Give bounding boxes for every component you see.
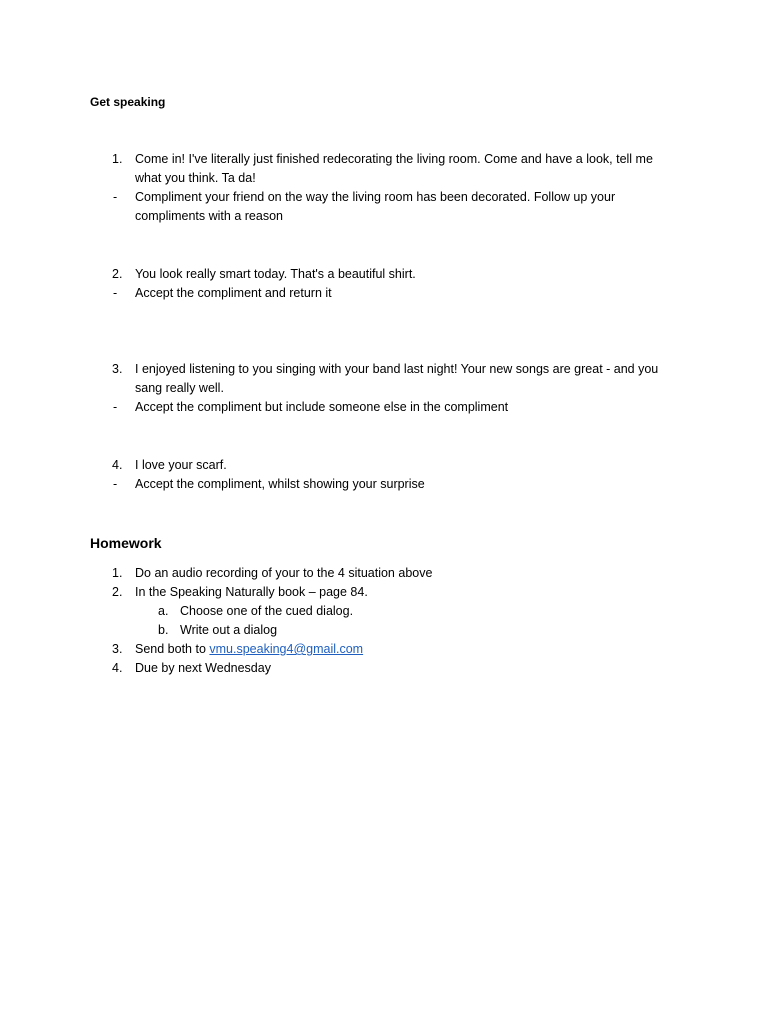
speaking-task: Accept the compliment and return it [135,286,332,300]
list-number: 1. [112,566,123,580]
homework-subitem [0,621,768,640]
list-number: 1. [112,152,123,166]
list-number: 4. [112,661,123,675]
homework-text: Do an audio recording of your to the 4 situation above [135,566,433,580]
task-dash: - [113,477,118,491]
list-letter: b. [158,623,169,637]
homework-text [135,640,675,659]
task-dash: - [113,400,118,414]
homework-item [0,640,768,659]
homework-subtext: Write out a dialog [180,623,278,637]
homework-item [0,659,768,678]
list-number: 3. [112,642,123,656]
homework-item [0,564,768,583]
homework-heading: Homework [90,535,162,551]
list-number: 2. [112,267,123,281]
speaking-task: Compliment your friend on the way the living room has been decorated. Follow up your compliments with a reason [135,190,616,223]
speaking-task: Accept the compliment, whilst showing your surprise [135,477,425,491]
task-dash: - [113,286,118,300]
speaking-prompt: I love your scarf. [135,458,227,472]
speaking-task: Accept the compliment but include someone else in the compliment [135,400,509,414]
speaking-item-1 [0,150,768,226]
homework-subitem [0,602,768,621]
speaking-prompt: You look really smart today. That's a beautiful shirt. [135,267,416,281]
list-letter: a. [158,604,169,618]
speaking-prompt: I enjoyed listening to you singing with your band last night! Your new songs are great - and you sang really well. [135,362,659,395]
speaking-item-2 [0,265,768,303]
speaking-item-4 [0,456,768,494]
get-speaking-heading: Get speaking [90,95,166,109]
list-number: 4. [112,458,123,472]
list-number: 2. [112,585,123,599]
homework-text: Due by next Wednesday [135,661,271,675]
task-dash: - [113,190,118,204]
homework-text: In the Speaking Naturally book – page 84. [135,585,368,599]
homework-list [0,564,768,678]
speaking-prompt: Come in! I've literally just finished redecorating the living room. Come and have a look, tell me what you think. Ta da! [135,152,653,185]
homework-item [0,583,768,602]
homework-subtext: Choose one of the cued dialog. [180,604,354,618]
speaking-item-3 [0,360,768,417]
list-number: 3. [112,362,123,376]
email-link[interactable]: vmu.speaking4@gmail.com [209,642,364,656]
send-prefix: Send both to [135,642,210,656]
